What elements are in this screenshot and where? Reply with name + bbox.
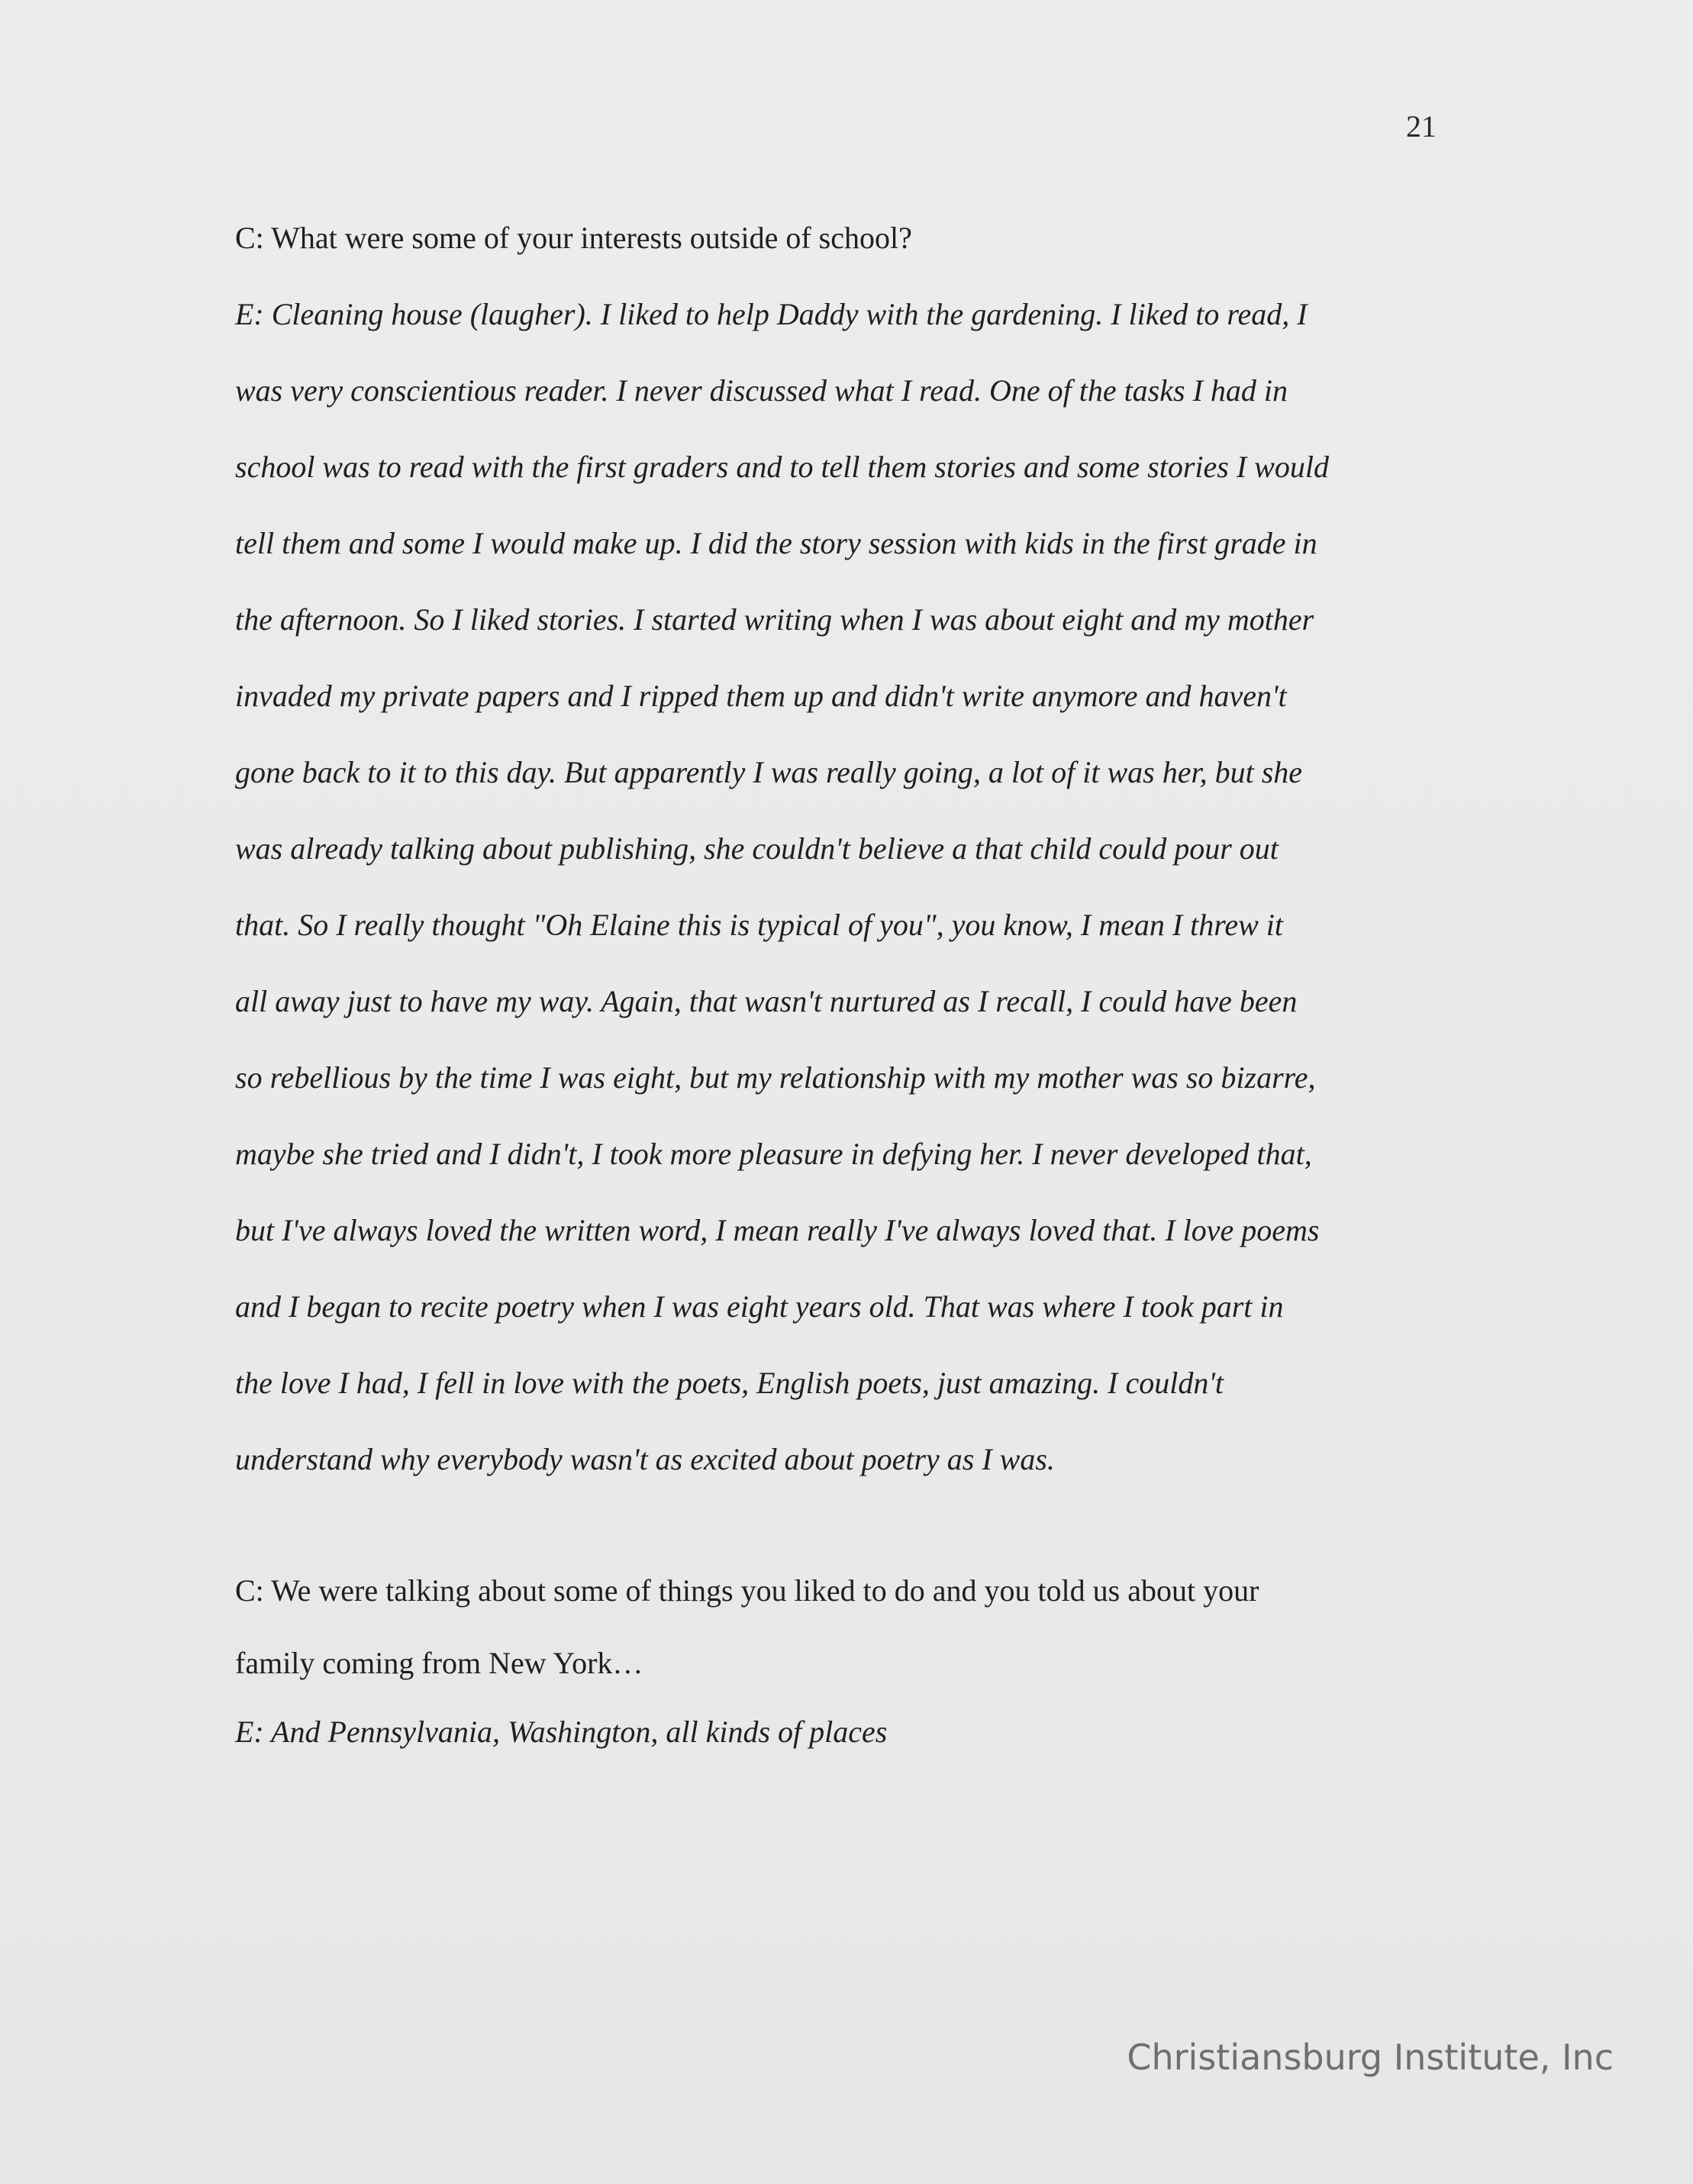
watermark-text: Christiansburg Institute, Inc bbox=[1127, 2037, 1614, 2078]
answer-line: maybe she tried and I didn't, I took more pleasure in defying her. I never developed that, bbox=[235, 1137, 1312, 1171]
answer-line: but I've always loved the written word, I mean really I've always loved that. I love poems bbox=[235, 1213, 1320, 1247]
answer-line: invaded my private papers and I ripped them up and didn't write anymore and haven't bbox=[235, 679, 1287, 713]
answer-line: E: Cleaning house (laugher). I liked to help Daddy with the gardening. I liked to read, I bbox=[235, 297, 1308, 331]
answer-line: and I began to recite poetry when I was eight years old. That was where I took part in bbox=[235, 1289, 1284, 1324]
answer-line: tell them and some I would make up. I did the story session with kids in the first grade in bbox=[235, 526, 1317, 560]
answer-line: that. So I really thought "Oh Elaine this is typical of you", you know, I mean I threw it bbox=[235, 908, 1284, 942]
paragraph-gap bbox=[235, 1498, 1443, 1553]
question-paragraph bbox=[235, 1553, 1443, 1698]
transcript-body bbox=[235, 200, 1443, 1766]
answer-line: was very conscientious reader. I never discussed what I read. One of the tasks I had in bbox=[235, 373, 1288, 408]
answer-line: understand why everybody wasn't as excited about poetry as I was. bbox=[235, 1442, 1055, 1476]
answer-line: school was to read with the first graders and to tell them stories and some stories I would bbox=[235, 450, 1329, 484]
answer-line: so rebellious by the time I was eight, but my relationship with my mother was so bizarre, bbox=[235, 1060, 1316, 1095]
question-line: family coming from New York… bbox=[235, 1646, 643, 1680]
answer-line: gone back to it to this day. But apparently I was really going, a lot of it was her, but she bbox=[235, 755, 1303, 789]
answer-line: the love I had, I fell in love with the poets, English poets, just amazing. I couldn't bbox=[235, 1366, 1224, 1400]
answer-line: all away just to have my way. Again, that wasn't nurtured as I recall, I could have been bbox=[235, 984, 1298, 1018]
answer-line: the afternoon. So I liked stories. I started writing when I was about eight and my mother bbox=[235, 602, 1314, 637]
question-line: C: We were talking about some of things you liked to do and you told us about your bbox=[235, 1573, 1259, 1608]
question-line: C: What were some of your interests outside of school? bbox=[235, 221, 912, 255]
answer-paragraph bbox=[235, 276, 1443, 1498]
answer-line: was already talking about publishing, she couldn't believe a that child could pour out bbox=[235, 831, 1279, 866]
page-number: 21 bbox=[1406, 109, 1437, 144]
answer-line: E: And Pennsylvania, Washington, all kinds of places bbox=[235, 1715, 888, 1749]
